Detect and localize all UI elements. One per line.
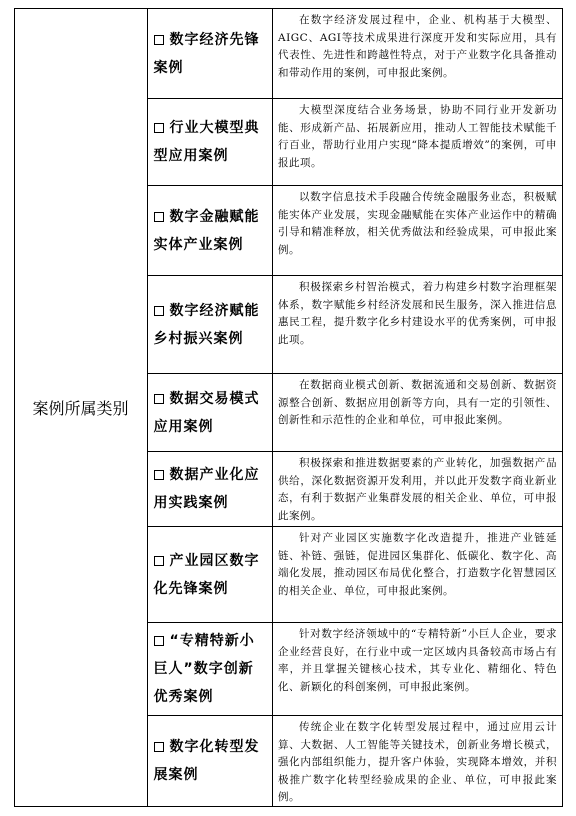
category-description: 在数据商业模式创新、数据流通和交易创新、数据资源整合创新、数据应用创新等方向，具有一定的引领性、创新性和示范性的企业和单位，可申报此案例。 <box>278 379 557 427</box>
category-option-content <box>154 203 266 259</box>
table-border-line <box>562 8 563 806</box>
category-option-content <box>154 547 266 603</box>
category-section-label: 案例所属类别 <box>32 398 129 418</box>
category-description: 在数字经济发展过程中，企业、机构基于大模型、AIGC、AGI等技术成果进行深度开发和实际应用，具有代表性、先进性和跨越性特点，对于产业数字化具备推动和带动作用的案例，可申报此案例。 <box>278 14 557 79</box>
category-option-content <box>154 297 266 353</box>
category-description-cell <box>272 716 562 806</box>
category-option[interactable] <box>147 527 272 622</box>
category-description-cell <box>272 452 562 526</box>
category-description: 积极探索和推进数据要素的产业转化，加强数据产品供给，深化数据资源开发利用，并以此开发数字商业新业态，有利于数据产业集群发展的相关企业、单位，可申报此案例。 <box>278 457 557 522</box>
category-option[interactable] <box>147 716 272 806</box>
case-category-table <box>14 8 562 806</box>
category-name: 产业园区数字化先锋案例 <box>153 552 260 597</box>
category-option[interactable] <box>147 99 272 185</box>
category-description: 传统企业在数字化转型发展过程中，通过应用云计算、大数据、人工智能等关键技术，创新业务增长模式，强化内部组织能力，提升客户体验，实现降本增效，并积极推广数字化转型经验成果的企业、单位，可申报此案例。 <box>278 721 557 804</box>
checkbox-icon[interactable] <box>154 123 164 133</box>
category-description: 针对产业园区实施数字化改造提升，推进产业链延链、补链、强链，促进园区集群化、低碳化、数字化、高端化发展，推动园区布局优化整合，打造数字化智慧园区的相关企业、单位，可申报此案例。 <box>278 532 557 597</box>
category-description: 积极探索乡村智治模式，着力构建乡村数字治理框架体系，数字赋能乡村经济发展和民生服务，深入推进信息惠民工程，提升数字化乡村建设水平的优秀案例，可申报此项。 <box>278 281 557 346</box>
category-option-content <box>154 733 266 789</box>
category-description-cell <box>272 374 562 451</box>
category-name: 数字经济先锋案例 <box>153 31 260 76</box>
category-description-cell <box>272 186 562 275</box>
checkbox-icon[interactable] <box>154 394 164 404</box>
category-description-cell <box>272 99 562 185</box>
checkbox-icon[interactable] <box>154 306 164 316</box>
category-name: 数据产业化应用实践案例 <box>153 467 260 511</box>
checkbox-icon[interactable] <box>154 212 164 222</box>
category-option-content <box>154 385 266 441</box>
checkbox-icon[interactable] <box>154 470 164 480</box>
category-name: “专精特新小巨人”数字创新优秀案例 <box>153 633 255 705</box>
category-name: 数据交易模式应用案例 <box>153 390 260 435</box>
category-name: 数字金融赋能实体产业案例 <box>153 208 260 253</box>
category-description: 以数字信息技术手段融合传统金融服务业态，积极赋能实体产业发展，实现金融赋能在实体产业运作中的精确引导和精准释放，相关优秀做法和经验成果，可申报此案例。 <box>278 191 557 256</box>
category-description-cell <box>272 276 562 373</box>
category-description: 针对数字经济领域中的“专精特新”小巨人企业，要求企业经营良好，在行业中或一定区域内具备较高市场占有率，并且掌握关键核心技术，其专业化、精细化、特色化、新颖化的科创案例，可申报此案例。 <box>278 628 557 693</box>
category-description-cell <box>272 527 562 622</box>
category-option[interactable] <box>147 452 272 526</box>
category-option[interactable] <box>147 276 272 373</box>
category-option[interactable] <box>147 9 272 98</box>
checkbox-icon[interactable] <box>154 742 164 752</box>
category-description-cell <box>272 623 562 715</box>
checkbox-icon[interactable] <box>154 636 164 646</box>
category-option[interactable] <box>147 186 272 275</box>
category-option-content <box>154 461 266 517</box>
category-option-content <box>154 26 266 82</box>
category-description-cell <box>272 9 562 98</box>
category-description: 大模型深度结合业务场景，协助不同行业开发新功能、形成新产品、拓展新应用，推动人工智能技术赋能千行百业，帮助行业用户实现“降本提质增效”的案例，可申报此项。 <box>278 104 557 169</box>
category-option-content <box>154 627 266 711</box>
table-border-line <box>14 8 15 806</box>
checkbox-icon[interactable] <box>154 35 164 45</box>
category-option-content <box>154 114 266 170</box>
category-name: 数字化转型发展案例 <box>153 739 260 783</box>
checkbox-icon[interactable] <box>154 556 164 566</box>
category-option[interactable] <box>147 623 272 715</box>
category-name: 数字经济赋能乡村振兴案例 <box>153 302 260 347</box>
category-name: 行业大模型典型应用案例 <box>153 120 260 164</box>
category-option[interactable] <box>147 374 272 451</box>
